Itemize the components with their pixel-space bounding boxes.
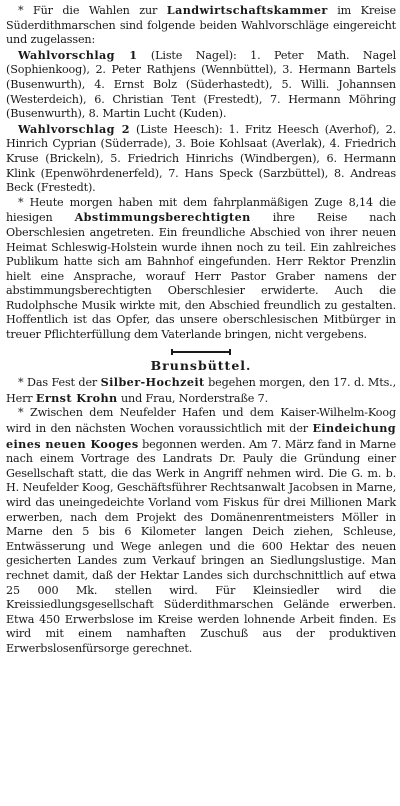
text-run: * Für die Wahlen zur — [18, 4, 167, 17]
proposal-1-candidates: (Liste Nagel): 1. Peter Math. Nagel (Sophienkoog), 2. Peter Rathjens (Wennbüttel), 3. Hermann Bartels (Busenwurth), 4. Ernst Bolz (Süderhastedt), 5. Willi. Johannsen (Westerdeich), 6. Christian Tent (Frestedt), 7. Hermann Möhring (Busenwurth), 8. Martin Lucht (Kuden). — [6, 48, 396, 121]
text-run: * Das Fest der — [18, 376, 101, 390]
text-run: und Frau, Norderstraße 7. — [117, 391, 269, 405]
text-run: begonnen werden. Am 7. März fand in Marne nach einem Vortrage des Landrats Dr. Pauly die Gründung einer Gesellschaft statt, die das Werk in Angriff nehmen wird. Die G. m. b. H. Neufelder Koog, Geschäftsführer Rechtsanwalt Jacobsen in Marne, wird das uneingedeichte Vorland vom Fiskus für drei Millionen Mark erwerben, nach dem Projekt des Domänenrentmeisters Möller in Marne den 5 bis 6 Kilometer langen Deich ziehen, Schleuse, Entwässerung und Wege anlegen und die 600 Hektar des neuen gesicherten Landes zum Verkauf bringen an Siedlungslustige. Man rechnet damit, daß der Hektar Landes sich durchschnittlich auf etwa 25 000 Mk. stellen wird. Für Kleinsiedler wird die Kreissiedlungsgesellschaft Süderdithmarschen Gelände erwerben. Etwa 450 Erwerbslose im Kreise werden lohnende Arbeit finden. Es wird mit einem namhaften Zuschuß aus der produktiven Erwerbslosenfürsorge gerechnet. — [6, 437, 396, 655]
text-run: ihre Reise nach Oberschlesien angetreten. Ein freundliche Abschied von ihrer neuen Heimat Schleswig-Holstein wurde ihnen noch zu teil. Ein zahlreiches Publikum hatte sich am Bahnhof eingefunden. Herr Rektor Prenzlin hielt eine Ansprache, worauf Herr Pastor Graber namens der abstimmungsberechtigten Oberschlesier erwiderte. Auch die Rudolphsche Musik wirkte mit, den Abschied freundlich zu gestalten. Hoffentlich ist das Opfer, das unsere oberschlesischen Mitbürger in treuer Pflichterfüllung dem Vaterlande bringen, nicht vergebens. — [6, 211, 396, 342]
text-run: * Zwischen dem Neufelder Hafen und dem Kaiser-Wilhelm-Koog wird in den nächsten Wochen voraussichtlich mit der — [6, 406, 396, 436]
emphasis-new-koog: Eindeichung eines neuen Kooges — [6, 421, 396, 451]
emphasis-name: Ernst Krohn — [35, 390, 118, 405]
emphasis-chamber: Landwirtschaftskammer — [166, 3, 328, 17]
section-divider — [171, 351, 231, 353]
newspaper-column — [6, 3, 396, 657]
proposal-2-candidates: (Liste Heesch): 1. Fritz Heesch (Averhof), 2. Hinrich Cyprian (Süderrade), 3. Boie Kohlsaat (Averlak), 4. Friedrich Kruse (Brickeln), 5. Friedrich Hinrichs (Windbergen), 6. Hermann Klink (Epenwöhrdenerfeld), 7. Hans Speck (Sarzbüttel), 8. Andreas Beck (Frestedt). — [6, 122, 397, 195]
text-run: * Heute morgen haben mit dem fahrplanmäßigen Zuge 8,14 die hiesigen — [6, 195, 396, 225]
text-run: im Kreise Süderdithmarschen sind folgende beiden Wahlvorschläge eingereicht und zugelassen: — [6, 4, 396, 47]
section-heading: Brunsbüttel. — [150, 357, 252, 373]
article-voters-departure — [6, 196, 396, 343]
text-run: begehen morgen, den 17. d. Mts., Herr — [6, 376, 396, 405]
article-chamber-election-intro — [6, 3, 396, 48]
emphasis-voters: Abstimmungsberechtigten — [74, 210, 251, 225]
proposal-1-title: Wahlvorschlag 1 — [18, 47, 138, 62]
emphasis-silver-wedding: Silber-Hochzeit — [100, 375, 205, 390]
article-silver-wedding — [6, 375, 396, 406]
election-proposal-1 — [6, 48, 396, 122]
article-new-koog — [6, 406, 396, 656]
election-proposal-2 — [6, 122, 396, 196]
proposal-2-title: Wahlvorschlag 2 — [18, 121, 130, 136]
